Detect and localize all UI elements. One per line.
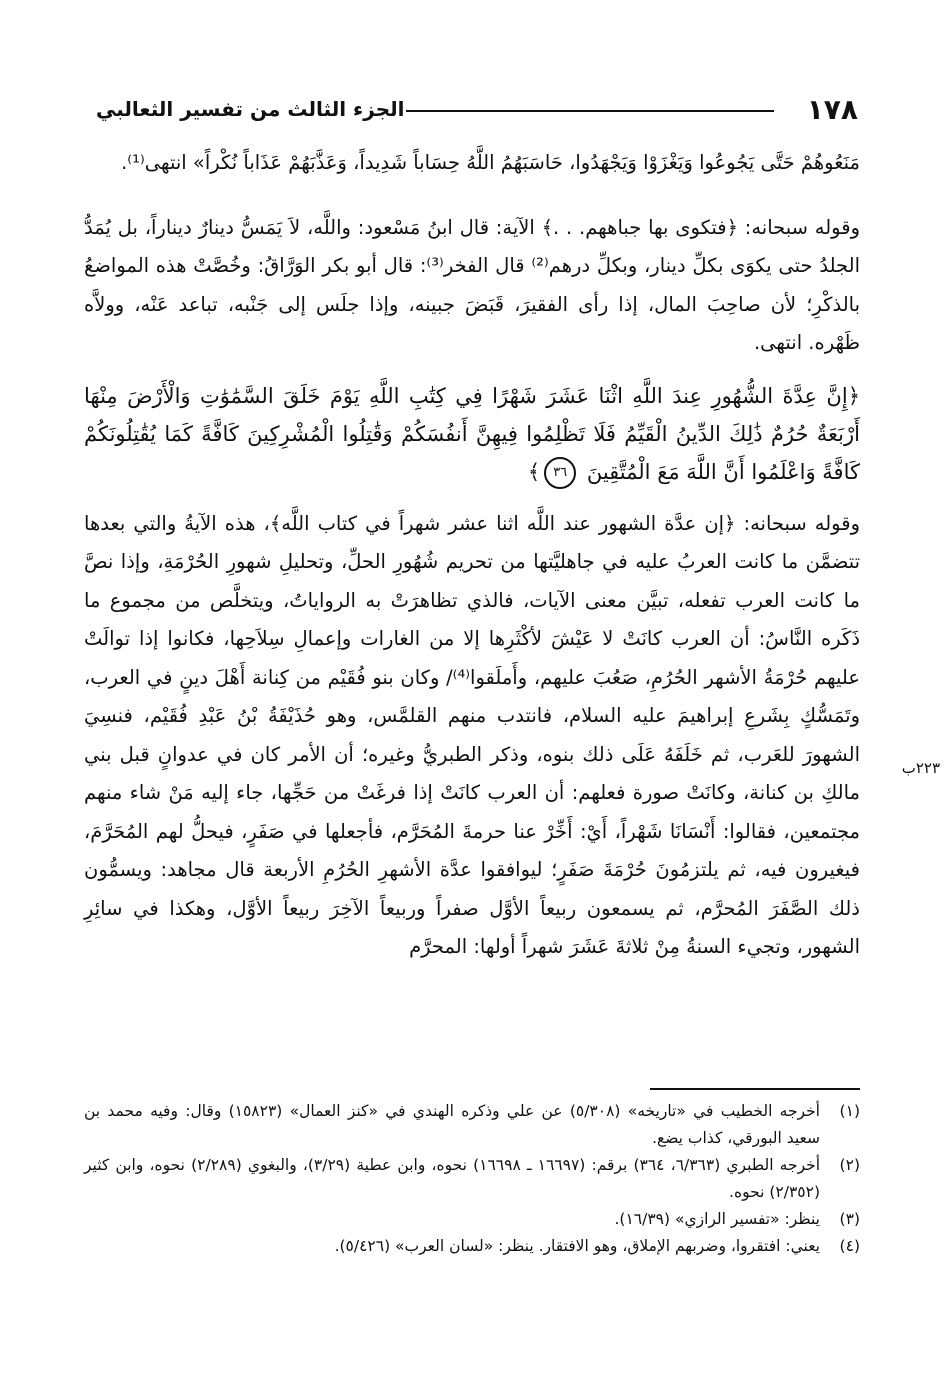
manuscript-folio-note: ٢٢٣ب (901, 759, 940, 777)
page-header (96, 92, 858, 128)
footnote-number: (٢) (839, 1156, 860, 1174)
header-rule (406, 110, 774, 112)
footnote-text: أخرجه الطبري (٦/٣٦٣، ٣٦٤) برقم: (١٦٦٩٧ ـ ١٦٦٩٨) نحوه، وابن عطية (٣/٢٩)، والبغوي (٢/٢٨٩) نحوه، وابن كثير (٢/٣٥٢) نحوه. (84, 1156, 821, 1201)
running-title: الجزء الثالث من تفسير الثعالبي (96, 97, 405, 121)
footnote (84, 1206, 860, 1233)
footnote (84, 1098, 860, 1152)
footnote-number: (٤) (839, 1237, 860, 1255)
quran-verse (84, 377, 860, 491)
paragraph-1: مَنَعُوهُمْ حَتَّى يَجُوعُوا وَيَغْزَوْا وَيَجْهَدُوا، حَاسَبَهُمُ اللَّهُ حِسَاباً شَدِيداً، وَعَذَّبَهُمْ عَذَاباً نُكْراً» انتهى⁽¹⁾. (121, 151, 860, 174)
footnote-text: أخرجه الخطيب في «تاريخه» (٥/٣٠٨) عن علي وذكره الهندي في «كنز العمال» (١٥٨٢٣) وقال: وفيه محمد بن سعيد البورقي، كذاب يضع. (84, 1102, 820, 1147)
main-text (84, 144, 860, 967)
footnote-separator (650, 1088, 860, 1090)
page-number: ١٧٨ (806, 93, 858, 126)
footnote-number: (٣) (839, 1210, 860, 1228)
footnote-text: يعني: افتقروا، وضربهم الإملاق، وهو الافتقار. ينظر: «لسان العرب» (٥/٤٢٦). (334, 1237, 820, 1255)
paragraph-2: وقوله سبحانه: ﴿فتكوى بها جباههم. . .﴾ الآية: قال ابنُ مَسْعود: واللَّه، لاَ يَمَسُّ دينارٌ ديناراً، بل يُمَدُّ الجلدُ حتى يكوَى بكلِّ دينار، وبكلِّ درهم⁽²⁾ قال الفخر⁽³⁾: قال أبو بكر الوَرَّاقُ: وخُصَّتْ هذه المواضعُ بالذكْرِ؛ لأن صاحِبَ المال، إذا رأى الفقيرَ، قَبَضَ جبينه، وإذا جلَس إلى جَنْبه، تباعد عَنْه، وولاَّه ظَهْره. انتهى. (84, 215, 860, 354)
footnote (84, 1152, 860, 1206)
footnote-number: (١) (839, 1102, 860, 1120)
footnote (84, 1233, 860, 1260)
ayah-number-marker: ٣٦ (544, 457, 576, 489)
quran-verse-text: ﴿إِنَّ عِدَّةَ الشُّهُورِ عِندَ اللَّهِ اثْنَا عَشَرَ شَهْرًا فِي كِتَٰبِ اللَّهِ يَوْمَ خَلَقَ السَّمَٰوَٰتِ وَالْأَرْضَ مِنْهَا أَرْبَعَةٌ حُرُمٌ ذَٰلِكَ الدِّينُ الْقَيِّمُ فَلَا تَظْلِمُوا فِيهِنَّ أَنفُسَكُمْ وَقَٰتِلُوا الْمُشْرِكِينَ كَافَّةً كَمَا يُقَٰتِلُونَكُمْ كَافَّةً وَاعْلَمُوا أَنَّ اللَّهَ مَعَ الْمُتَّقِينَ (84, 383, 860, 484)
footnotes (84, 1098, 860, 1260)
footnote-text: ينظر: «تفسير الرازي» (١٦/٣٩). (614, 1210, 820, 1228)
paragraph-3: وقوله سبحانه: ﴿إن عدَّة الشهور عند اللَّه اثنا عشر شهراً في كتاب اللَّه﴾، هذه الآيةُ والتي بعدها تتضمَّن ما كانت العربُ عليه في جاهليَّتها من تحريم شُهُورِ الحلِّ، وتحليلِ شهورِ الحُرْمَةِ، وإذا نصَّ ما كانت العرب تفعله، تبيَّن معنى الآيات، فالذي تظاهرَتْ به الرواياتُ، ويتخلَّص من مجموع ما ذَكَره النَّاسُ: أن العرب كانَتْ لا عَيْشَ لأكْثَرِها إلا من الغارات وإعمالِ سِلاَحِها، فكانوا إذا توالَتْ عليهم حُرْمَةُ الأشهر الحُرُمِ، صَعُبَ عليهم، وأَملَقوا⁽⁴⁾/ وكان بنو فُقَيْم من كِنانة أَهْلَ دينٍ في العرب، وتَمَسُّكٍ بِشَرعِ إبراهيمَ عليه السلام، فانتدب منهم القلمَّس، وهو حُذَيْفَةُ بْنُ عَبْدِ فُقَيْم، فنسِيَ الشهورَ للعَرب، ثم خَلَفَهُ عَلَى ذلك بنوه، وذكر الطبريُّ وغيره؛ أن الأمر كان في عدوانٍ قبل بني مالكِ بن كنانة، وكانَتْ صورة فعلهم: أن العرب كانَتْ إذا فرغَتْ من حَجِّها، جاء إليه مَنْ شاء منهم مجتمعين، فقالوا: أَنْسَانَا شَهْراً، أَيْ: أَخِّرْ عنا حرمةَ المُحَرَّم، فأجعلها في صَفَرٍ، فيحلُّ لهم المُحَرَّمَ، فيغيرون فيه، ثم يلتزمُونَ حُرْمَةَ صَفَرٍ؛ ليوافقوا عدَّة الأشهرِ الحُرُمِ الأربعة قال مجاهد: ويسمُّون ذلك الصَّفَرَ المُحرَّم، ثم يسمعون ربيعاً الأوَّل صفراً وربيعاً الآخِرَ ربيعاً الأوَّل، وهكذا في سائِرِ الشهور، وتجيء السنةُ مِنْ ثلاثةَ عَشَرَ شهراً أولها: المحرَّم (84, 511, 860, 958)
quran-close-bracket: ﴾ (527, 459, 541, 484)
